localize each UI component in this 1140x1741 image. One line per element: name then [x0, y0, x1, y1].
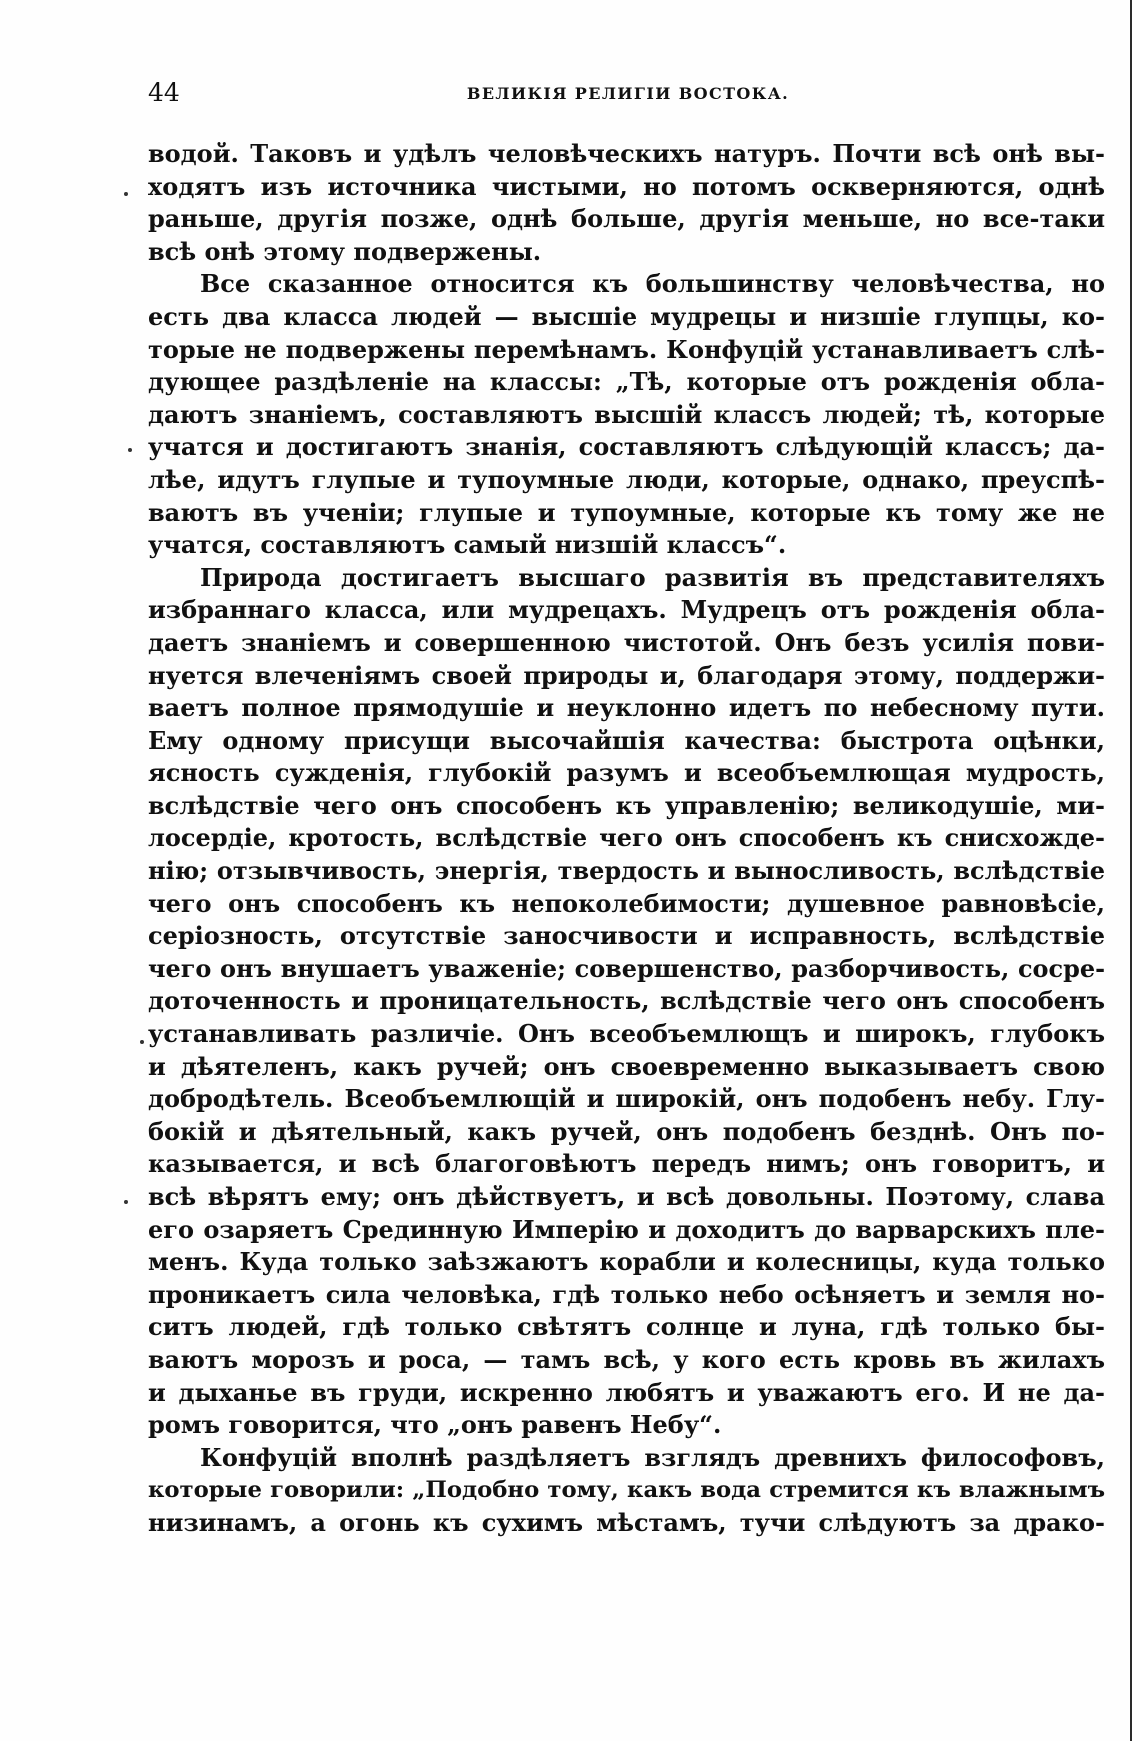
text-line: Ему одному присущи высочайшія качества: быстрота оцѣнки,: [148, 725, 1105, 755]
page-edge-line: [1130, 0, 1132, 1741]
text-line: добродѣтель. Всеобъемлющій и широкій, онъ подобенъ небу. Глу-: [148, 1084, 1105, 1114]
text-line: Конфуцій вполнѣ раздѣляетъ взглядъ древнихъ философовъ,: [200, 1442, 1105, 1472]
text-line: лосердіе, кротость, вслѣдствіе чего онъ способенъ къ снисхожде-: [148, 823, 1105, 853]
text-line: всѣ онѣ этому подвержены.: [148, 236, 542, 266]
text-line: казывается, и всѣ благоговѣютъ передъ нимъ; онъ говоритъ, и: [148, 1149, 1105, 1179]
text-line: серіозность, отсутствіе заносчивости и исправность, вслѣдствіе: [148, 921, 1105, 951]
text-line: всѣ вѣрятъ ему; онъ дѣйствуетъ, и всѣ довольны. Поэтому, слава: [148, 1182, 1105, 1211]
running-title: ВЕЛИКІЯ РЕЛИГІИ ВОСТОКА.: [466, 84, 790, 103]
text-line: торые не подвержены перемѣнамъ. Конфуцій устанавливаетъ слѣ-: [148, 334, 1105, 364]
text-line: вслѣдствіе чего онъ способенъ къ управленію; великодушіе, ми-: [148, 790, 1105, 820]
text-line: водой. Таковъ и удѣлъ человѣческихъ натуръ. Почти всѣ онѣ вы-: [148, 139, 1105, 168]
text-line: менъ. Куда только заѣзжаютъ корабли и колесницы, куда только: [148, 1247, 1105, 1277]
text-line: низинамъ, а огонь къ сухимъ мѣстамъ, тучи слѣдуютъ за драко-: [148, 1507, 1105, 1537]
text-line: чего онъ способенъ къ непоколебимости; душевное равновѣсіе,: [148, 888, 1105, 918]
text-line: проникаетъ сила человѣка, гдѣ только небо осѣняетъ и земля но-: [148, 1279, 1105, 1309]
text-line: ходятъ изъ источника чистыми, но потомъ оскверняются, однѣ: [148, 171, 1105, 201]
text-line: его озаряетъ Срединную Имперію и доходитъ до варварскихъ пле-: [148, 1214, 1105, 1244]
text-line: бокій и дѣятельный, какъ ручей, онъ подобенъ безднѣ. Онъ по-: [148, 1116, 1105, 1146]
text-line: ситъ людей, гдѣ только свѣтятъ солнце и луна, гдѣ только бы-: [148, 1312, 1105, 1342]
text-line: устанавливать различіе. Онъ всеобъемлющъ и широкъ, глубокъ: [148, 1019, 1105, 1049]
scan-speck: [140, 1040, 144, 1044]
text-line: учатся, составляютъ самый низшій классъ“.: [148, 530, 787, 560]
text-line: лѣе, идутъ глупые и тупоумные люди, которые, однако, преуспѣ-: [148, 464, 1105, 494]
text-line: даютъ знаніемъ, составляютъ высшій классъ людей; тѣ, которые: [148, 399, 1105, 429]
text-line: учатся и достигаютъ знанія, составляютъ слѣдующій классъ; да-: [148, 432, 1105, 462]
text-line: даетъ знаніемъ и совершенною чистотой. Онъ безъ усилія пови-: [148, 627, 1105, 657]
text-line: раньше, другія позже, однѣ больше, другія меньше, но все-таки: [148, 204, 1105, 234]
text-line: ромъ говорится, что „онъ равенъ Небу“.: [148, 1410, 722, 1440]
body-text: [148, 138, 1105, 1540]
text-line: ваютъ морозъ и роса, — тамъ всѣ, у кого есть кровь въ жилахъ: [148, 1344, 1105, 1374]
text-line: ваютъ въ ученіи; глупые и тупоумные, которые къ тому же не: [148, 497, 1105, 527]
scan-speck: [128, 448, 132, 452]
text-line: ясность сужденія, глубокій разумъ и всеобъемлющая мудрость,: [148, 758, 1105, 788]
text-line: которые говорили: „Подобно тому, какъ вода стремится къ влажнымъ: [148, 1477, 1105, 1504]
text-line: Все сказанное относится къ большинству человѣчества, но: [200, 269, 1105, 299]
text-line: избраннаго класса, или мудрецахъ. Мудрецъ отъ рожденія обла-: [148, 595, 1105, 625]
text-line: и дыханье въ груди, искренно любятъ и уважаютъ его. И не да-: [148, 1377, 1105, 1407]
text-line: чего онъ внушаетъ уваженіе; совершенство, разборчивость, сосре-: [148, 954, 1105, 983]
text-line: нію; отзывчивость, энергія, твердость и выносливость, вслѣдствіе: [148, 856, 1105, 886]
text-line: ваетъ полное прямодушіе и неуклонно идетъ по небесному пути.: [148, 693, 1105, 723]
scan-speck: [124, 1200, 128, 1204]
page-header: [148, 78, 1108, 112]
text-line: и дѣятеленъ, какъ ручей; онъ своевременно выказываетъ свою: [148, 1051, 1105, 1081]
text-line: доточенность и проницательность, вслѣдствіе чего онъ способенъ: [148, 986, 1105, 1016]
text-line: Природа достигаетъ высшаго развитія въ представителяхъ: [200, 562, 1105, 592]
text-line: нуется влеченіямъ своей природы и, благодаря этому, поддержи-: [148, 660, 1105, 690]
text-line: дующее раздѣленіе на классы: „Тѣ, которые отъ рожденія обла-: [148, 367, 1105, 397]
scan-speck: [124, 192, 128, 196]
page-number: 44: [148, 78, 180, 107]
text-line: есть два класса людей — высшіе мудрецы и низшіе глупцы, ко-: [148, 301, 1105, 331]
